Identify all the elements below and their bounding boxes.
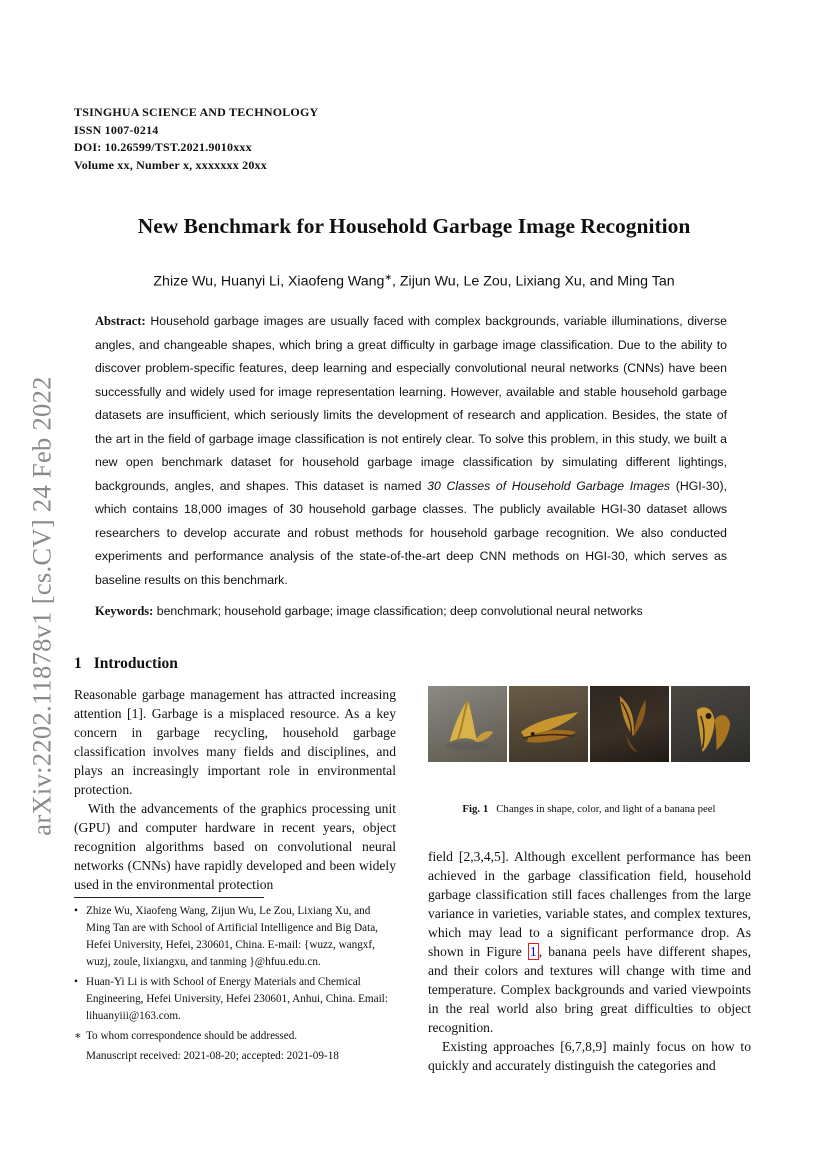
left-column [74,685,396,894]
figure-caption-text: Changes in shape, color, and light of a banana peel [496,803,716,815]
footnote-affiliation-1 [74,903,396,971]
journal-name: TSINGHUA SCIENCE AND TECHNOLOGY [74,105,319,119]
footnote-bullet: • [74,976,78,988]
journal-doi: DOI: 10.26599/TST.2021.9010xxx [74,140,252,154]
right-paragraph-1-part-a: field [2,3,4,5]. Although excellent performance has been achieved in the garbage classification field, household garbage classification still faces challenges from the large variance in varieties, variable states, and complex textures, which may lead to a significant performance drop. As shown in Figure [428,849,751,959]
corresponding-mark: ∗ [384,272,392,282]
figure-reference-link[interactable]: 1 [529,944,537,959]
right-column [428,847,751,1075]
right-paragraph-2: Existing approaches [6,7,8,9] mainly focus on how to quickly and accurately distinguish the categories and [428,1039,751,1073]
abstract-text-2: (HGI-30), which contains 18,000 images of 30 household garbage classes. The publicly available HGI-30 dataset allows researchers to develop accurate and robust methods for household garbage recognition. We also conducted experiments and performance analysis of the state-of-the-art deep CNN methods on HGI-30, which serves as baseline results on this benchmark. [95,478,727,587]
footnote-bullet: • [74,905,78,917]
journal-header [74,104,318,174]
journal-volume: Volume xx, Number x, xxxxxxx 20xx [74,157,267,172]
footnote-text: Zhize Wu, Xiaofeng Wang, Zijun Wu, Le Zou, Lixiang Xu, and Ming Tan are with School of Artificial Intelligence and Big Data, Hefei University, Hefei, 230601, China. E-mail: {wuzz, wangxf, wuzj, zoule, lixiangxu, and tanming }@hfuu.edu.cn. [86,905,378,968]
banana-peel-photo-1 [428,686,507,762]
section-heading [74,655,178,673]
footnote-asterisk: ∗ [74,1030,82,1042]
paper-title: New Benchmark for Household Garbage Image Recognition [137,214,691,238]
footnote-text: To whom correspondence should be addressed. [86,1030,298,1042]
footnotes [74,903,396,1068]
authors-part-1: Zhize Wu, Huanyi Li, Xiaofeng Wang [153,273,385,290]
abstract [95,310,727,592]
journal-issn: ISSN 1007-0214 [74,122,159,137]
intro-paragraph-1: Reasonable garbage management has attracted increasing attention [1]. Garbage is a misplaced resource. As a key concern in garbage recycling, household garbage classification involves many fields and disciplines, and plays an increasingly important role in environmental protection. [74,687,396,797]
footnote-correspondence [74,1028,396,1045]
banana-peel-photo-2 [509,686,588,762]
figure-1 [428,686,750,762]
abstract-text-1: Household garbage images are usually faced with complex backgrounds, variable illuminations, diverse angles, and changeable shapes, which bring a great difficulty in garbage image classification. Due to the ability to discover problem-specific features, deep learning and especially convolutional neural networks (CNNs) have been successfully and widely used for image representation learning. However, available and stable household garbage datasets are insufficient, which seriously limits the development of research and application. Besides, the state of the art in the field of garbage image classification is not entirely clear. To solve this problem, in this study, we built a new open benchmark dataset for household garbage image classification by simulating different lightings, backgrounds, angles, and shapes. This dataset is named [95,314,728,493]
keywords-text: benchmark; household garbage; image classification; deep convolutional neural networks [156,604,643,618]
figure-label: Fig. 1 [462,803,489,815]
arxiv-stamp-text: arXiv:2202.11878v1 [cs.CV] 24 Feb 2022 [26,376,57,836]
authors-part-2: , Zijun Wu, Le Zou, Lixiang Xu, and Ming Tan [392,273,675,290]
footnote-affiliation-2 [74,974,396,1025]
footnote-text: Manuscript received: 2021-08-20; accepted: 2021-09-18 [86,1050,339,1062]
footnote-divider [74,897,264,898]
intro-paragraph-2: With the advancements of the graphics processing unit (GPU) and computer hardware in recent years, object recognition algorithms based on convolutional neural networks (CNNs) have rapidly developed and been widely used in the environmental protection [74,801,396,892]
abstract-label: Abstract: [95,314,146,328]
footnote-manuscript-dates [74,1048,396,1065]
banana-peel-photo-4 [671,686,750,762]
author-list [0,272,828,290]
right-paragraph-1 [428,847,751,1037]
right-paragraph-1-part-b: , banana peels have different shapes, and their colors and textures will change with time and temperature. Complex backgrounds and varied viewpoints in the real world also bring great difficulties to object recognition. [428,944,751,1035]
section-title: Introduction [93,655,178,672]
footnote-text: Huan-Yi Li is with School of Energy Materials and Chemical Engineering, Hefei University, Hefei 230601, Anhui, China. Email: lihuanyiii@163.com. [86,976,388,1022]
banana-peel-photo-3 [590,686,669,762]
figure-caption [428,803,750,815]
abstract-dataset-name: 30 Classes of Household Garbage Images [427,478,671,493]
keywords-label: Keywords: [95,604,154,618]
arxiv-stamp [22,362,62,850]
section-number: 1 [74,655,82,672]
keywords [95,604,727,619]
